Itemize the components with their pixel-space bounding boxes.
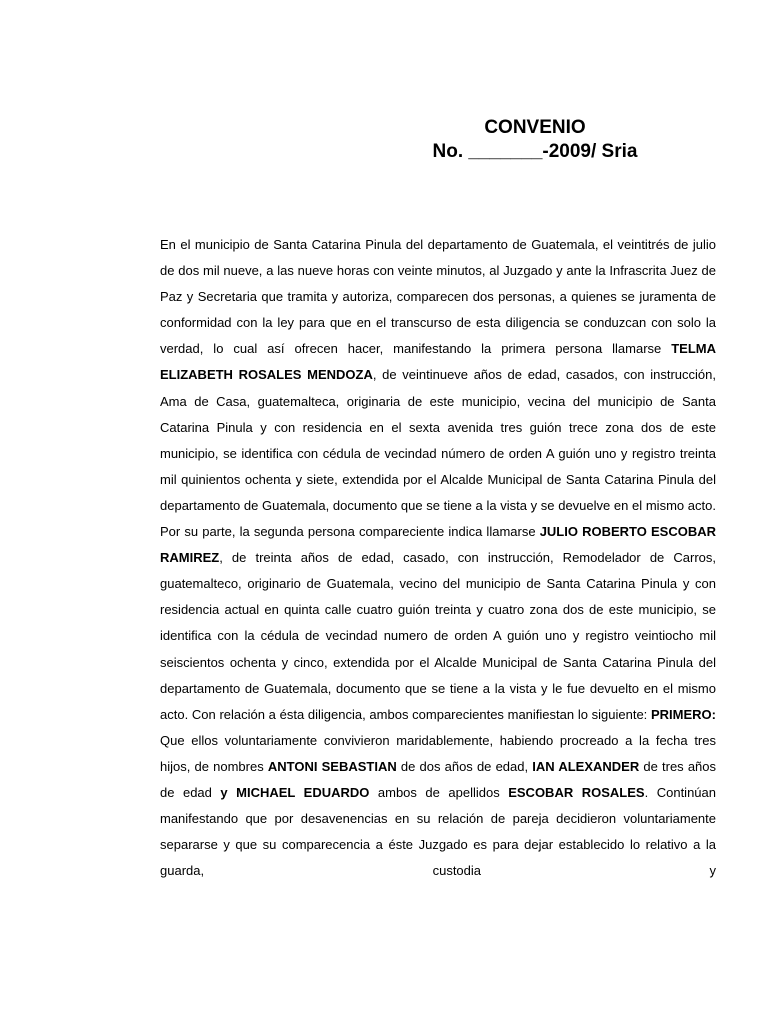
body-segment: Que ellos voluntariamente convivieron maridablemente, habiendo procreado a la fecha tres hijos, de nombres xyxy=(160,732,716,774)
document-title: CONVENIO xyxy=(484,117,586,138)
body-segment: ambos de apellidos xyxy=(369,784,509,800)
body-segment-bold: IAN ALEXANDER xyxy=(532,758,640,774)
body-segment: , de veintinueve años de edad, casados, con instrucción, Ama de Casa, guatemalteca, originaria de este municipio, vecina del municipio de Santa Catarina Pinula y con residencia en el sexta avenida tres guión trece zona dos de este municipio, se identifica con cédula de vecindad número de orden A guión uno y registro treinta mil quinientos ochenta y siete, extendida por el Alcalde Municipal de Santa Catarina Pinula del departamento de Guatemala, documento que se tiene a la vista y se devuelve en el mismo acto. Por su parte, la segunda persona compareciente indica llamarse xyxy=(160,367,716,540)
body-segment: de tres años de edad xyxy=(160,758,717,800)
body-segment-bold: TELMA ELIZABETH ROSALES MENDOZA xyxy=(160,341,716,383)
body-segment-bold: PRIMERO: xyxy=(651,706,716,722)
document-heading xyxy=(400,116,670,164)
body-segment-bold: y MICHAEL EDUARDO xyxy=(220,784,370,800)
document-number: No. _______-2009/ Sria xyxy=(432,141,638,162)
document-body xyxy=(160,232,716,884)
body-segment: , de treinta años de edad, casado, con instrucción, Remodelador de Carros, guatemalteco, originario de Guatemala, vecino del municipio de Santa Catarina Pinula y con residencia actual en quinta calle cuatro guión treinta y cuatro zona dos de este municipio, se identifica con la cédula de vecindad numero de orden A guión uno y registro veintiocho mil seiscientos ochenta y cinco, extendida por el Alcalde Municipal de Santa Catarina Pinula del departamento de Guatemala, documento que se tiene a la vista y le fue devuelto en el mismo acto. Con relación a ésta diligencia, ambos comparecientes manifiestan lo siguiente: xyxy=(160,550,716,722)
body-segment-bold: ANTONI SEBASTIAN xyxy=(267,758,397,774)
body-segment-bold: JULIO ROBERTO ESCOBAR RAMIREZ xyxy=(160,524,716,566)
body-segment-bold: ESCOBAR ROSALES xyxy=(508,784,645,800)
body-segment: . Continúan manifestando que por desavenencias en su relación de pareja decidieron voluntariamente separarse y que su comparecencia a éste Juzgado es para dejar establecido lo relativo a la guarda, custodia y xyxy=(160,784,716,879)
body-segment: de dos años de edad, xyxy=(396,758,533,774)
body-segment: En el municipio de Santa Catarina Pinula del departamento de Guatemala, el veintitrés de julio de dos mil nueve, a las nueve horas con veinte minutos, al Juzgado y ante la Infrascrita Juez de Paz y Secretaria que tramita y autoriza, comparecen dos personas, a quienes se juramenta de conformidad con la ley para que en el transcurso de esta diligencia se conduzcan con solo la verdad, lo cual así ofrecen hacer, manifestando la primera persona llamarse xyxy=(160,237,716,357)
